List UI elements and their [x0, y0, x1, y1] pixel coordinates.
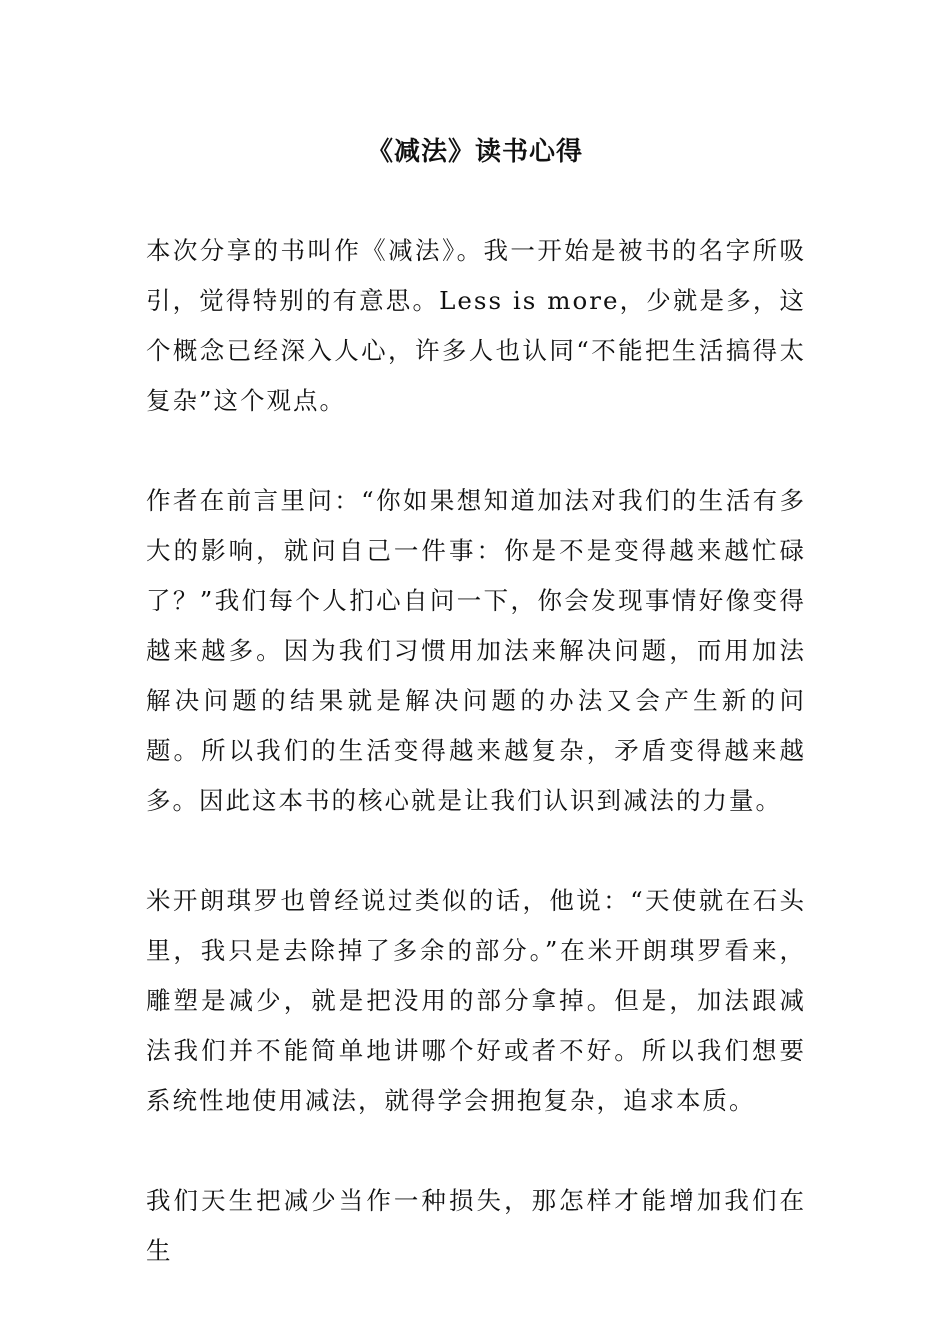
paragraph-2: 作者在前言里问：“你如果想知道加法对我们的生活有多大的影响，就问自己一件事：你是不是变得越来越忙碌了？”我们每个人扪心自问一下，你会发现事情好像变得越来越多。因为我们习惯用加法来解决问题，而用加法解决问题的结果就是解决问题的办法又会产生新的问题。所以我们的生活变得越来越复杂，矛盾变得越来越多。因此这本书的核心就是让我们认识到减法的力量。	[146, 486, 806, 815]
document-body	[146, 226, 806, 1326]
paragraph-1: 本次分享的书叫作《减法》。我一开始是被书的名字所吸引，觉得特别的有意思。Less is more，少就是多，这个概念已经深入人心，许多人也认同“不能把生活搞得太复杂”这个观点。	[146, 236, 806, 415]
paragraph-3: 米开朗琪罗也曾经说过类似的话，他说：“天使就在石头里，我只是去除掉了多余的部分。”在米开朗琪罗看来，雕塑是减少，就是把没用的部分拿掉。但是，加法跟减法我们并不能简单地讲哪个好或者不好。所以我们想要系统性地使用减法，就得学会拥抱复杂，追求本质。	[146, 886, 806, 1115]
paragraph-4: 我们天生把减少当作一种损失，那怎样才能增加我们在生	[146, 1186, 806, 1265]
document-title: 《减法》读书心得	[366, 137, 583, 167]
